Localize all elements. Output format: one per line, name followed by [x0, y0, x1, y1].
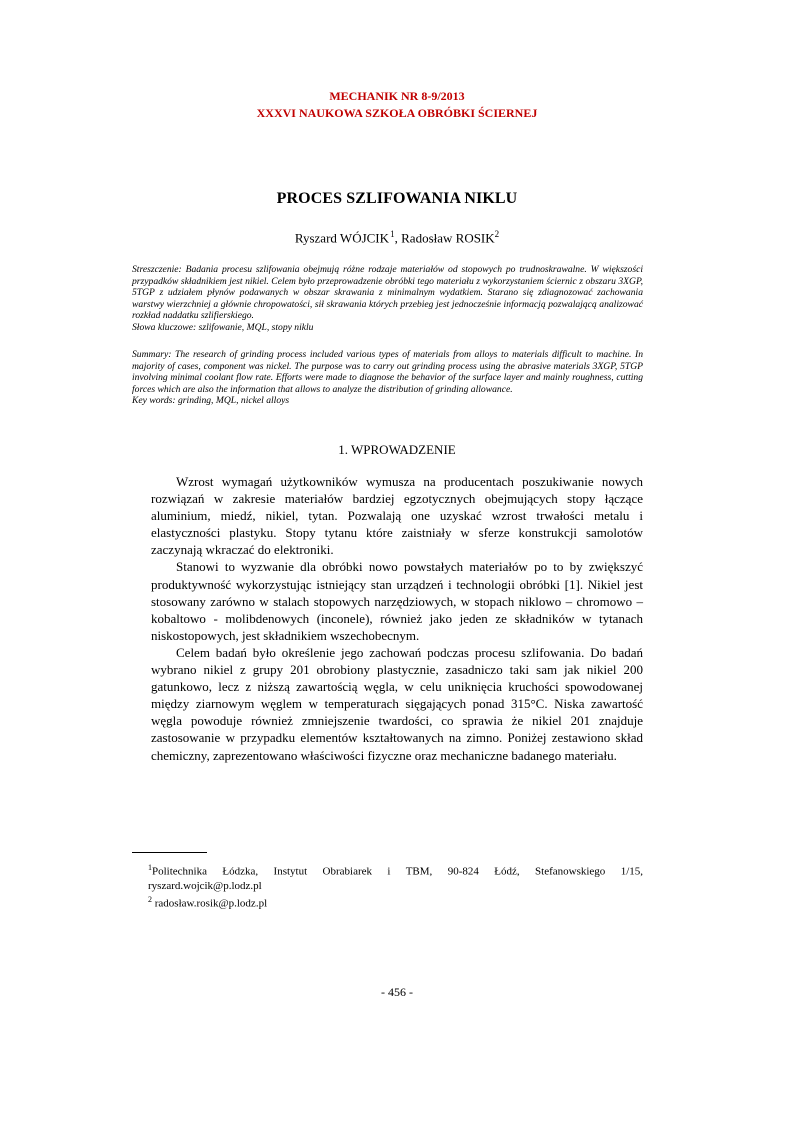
author-1: Ryszard WÓJCIK [294, 230, 390, 246]
abstract-polish [132, 264, 643, 334]
paragraph: Wzrost wymagań użytkowników wymusza na producentach poszukiwanie nowych rozwiązań w zakresie materiałów bardziej egzotycznych obejmujących stopy łączące aluminium, miedź, nikiel, tytan. Pozwalają one uzyskać wzrost trwałości metalu i elastyczności plastyku. Stopy tytanu które zaistniały w sferze konstrukcji samolotów zaczynają wkraczać do elektroniki. [151, 474, 643, 558]
footnote-1-text: Politechnika Łódzka, Instytut Obrabiarek i TBM, 90-824 Łódź, Stefanowskiego 1/15, ryszard.wojcik@p.lodz.pl [148, 865, 643, 892]
page-number: - 456 - [381, 985, 413, 999]
footnote-separator [132, 852, 207, 853]
footnote-1-mark: 1 [148, 863, 152, 872]
paragraph: Celem badań było określenie jego zachowań podczas procesu szlifowania. Do badań wybrano nikiel z grupy 201 obrobiony plastycznie, zasadniczo taki sam jak nikiel 200 gatunkowo, lecz z niższą zawartością węgla, w celu uniknięcia kruchości spowodowanej między ziarnowym węglem w temperaturach sięgających ponad 315°C. Niska zawartość węgla powoduje również zmniejszenie twardości, co sprawia że nikiel 201 znajduje zastosowanie w przypadku elementów kształtowanych na zimno. Poniżej zestawiono skład chemiczny, zaprezentowano właściwości fizyczne oraz mechaniczne badanego materiału. [151, 644, 643, 763]
section-heading: 1. WPROWADZENIE [338, 442, 456, 457]
footnote-2-mark: 2 [148, 894, 152, 904]
author-line [0, 229, 794, 246]
keywords-polish: Słowa kluczowe: szlifowanie, MQL, stopy niklu [132, 321, 314, 333]
author-separator: , [394, 230, 402, 246]
footnote-2-text: radosław.rosik@p.lodz.pl [152, 897, 268, 910]
conference-name: XXXVI NAUKOWA SZKOŁA OBRÓBKI ŚCIERNEJ [256, 106, 538, 120]
paragraph: Stanowi to wyzwanie dla obróbki nowo powstałych materiałów po to by zwiększyć produktywność wykorzystując istniejący stan urządzeń i technologii obróbki [1]. Nikiel jest stosowany zarówno w stalach stopowych narzędziowych, w stopach niklowo – chromowo – kobaltowo - molibdenowych (inconele), również jako jeden ze składników w tytanach niskostopowych, jest składnikiem wszechobecnym. [151, 559, 643, 643]
author-1-footnote-mark: 1 [390, 229, 395, 239]
abstract-english [132, 349, 643, 407]
footnotes [148, 861, 643, 910]
body-text [151, 473, 643, 764]
footnote-1 [148, 861, 643, 893]
author-2-footnote-mark: 2 [494, 229, 500, 239]
journal-issue: MECHANIK NR 8-9/2013 [329, 89, 465, 103]
abstract-english-text: Summary: The research of grinding process included various types of materials from alloys to materials difficult to machine. In majority of cases, component was nickel. The purpose was to carry out grinding process using the abrasive materials 3XGP, 5TGP involving minimal coolant flow rate. Efforts were made to diagnose the behavior of the surface layer and mainly roughness, cutting forces which are also the information that allows to analyze the distribution of grinding allowance. [132, 349, 643, 395]
keywords-english: Key words: grinding, MQL, nickel alloys [132, 395, 290, 407]
author-2: Radosław ROSIK [401, 230, 495, 246]
paper-title: PROCES SZLIFOWANIA NIKLU [276, 190, 518, 207]
footnote-2 [148, 893, 643, 911]
abstract-polish-text: Streszczenie: Badania procesu szlifowania obejmują różne rodzaje materiałów od stopowych po trudnoskrawalne. W większości przypadków składnikiem jest nikiel. Celem było przeprowadzenie obróbki tego materiału z wykorzystaniem ściernic z obszaru 3XGP, 5TGP z udziałem płynów podawanych w obszar skrawania z minimalnym wydatkiem. Starano się zdiagnozować zachowania warstwy wierzchniej a głównie chropowatości, sił skrawania których przebieg jest jednocześnie informacją pozwalającą analizować rozkład naddatku szlifierskiego. [132, 264, 643, 322]
